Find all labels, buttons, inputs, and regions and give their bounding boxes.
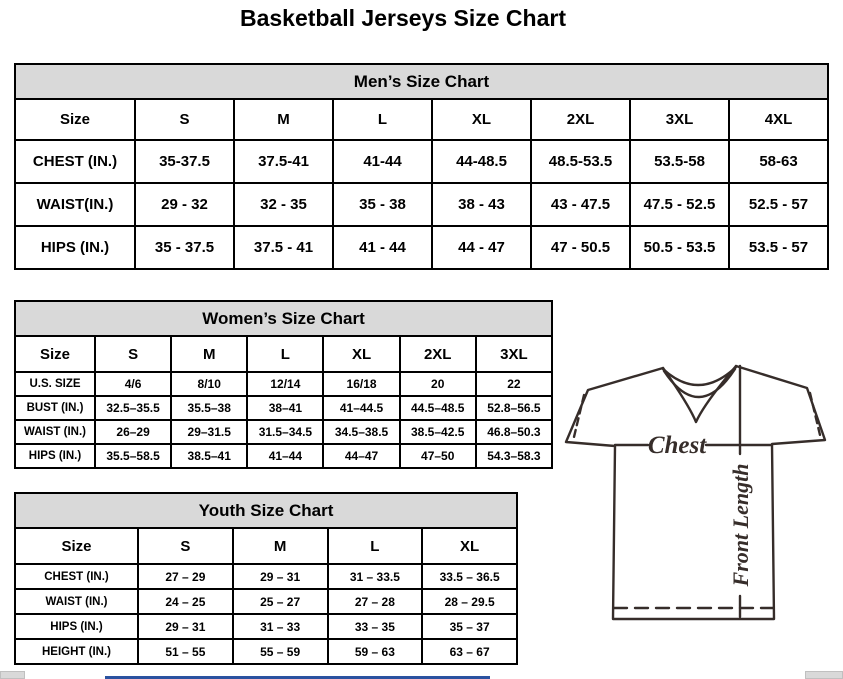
- table-cell: 38–41: [247, 396, 323, 420]
- chest-label: Chest: [647, 432, 707, 459]
- column-header: M: [233, 528, 328, 564]
- table-cell: 31.5–34.5: [247, 420, 323, 444]
- jersey-outline-icon: [556, 356, 840, 632]
- table-cell: 44 - 47: [432, 226, 531, 269]
- row-label: HEIGHT (IN.): [15, 639, 138, 664]
- table-cell: 41-44: [333, 140, 432, 183]
- column-header: S: [135, 99, 234, 140]
- row-label: WAIST (IN.): [15, 589, 138, 614]
- table-cell: 26–29: [95, 420, 171, 444]
- table-cell: 52.5 - 57: [729, 183, 828, 226]
- table-cell: 38 - 43: [432, 183, 531, 226]
- row-label: WAIST(IN.): [15, 183, 135, 226]
- table-cell: 35 - 38: [333, 183, 432, 226]
- table-cell: 35.5–58.5: [95, 444, 171, 468]
- table-cell: 63 – 67: [422, 639, 517, 664]
- table-cell: 12/14: [247, 372, 323, 396]
- scrollbar-right-arrow[interactable]: [805, 671, 843, 679]
- table-cell: 58-63: [729, 140, 828, 183]
- column-header: S: [95, 336, 171, 372]
- size-header: Size: [15, 528, 138, 564]
- column-header: M: [234, 99, 333, 140]
- column-header: M: [171, 336, 247, 372]
- youth-size-table: [14, 492, 518, 665]
- scrollbar-left-arrow[interactable]: [0, 671, 25, 679]
- table-cell: 35 – 37: [422, 614, 517, 639]
- table-cell: 46.8–50.3: [476, 420, 552, 444]
- table-title: Youth Size Chart: [15, 493, 517, 528]
- table-cell: 22: [476, 372, 552, 396]
- table-cell: 54.3–58.3: [476, 444, 552, 468]
- table-cell: 32.5–35.5: [95, 396, 171, 420]
- column-header: 3XL: [630, 99, 729, 140]
- table-cell: 29 – 31: [138, 614, 233, 639]
- table-cell: 41–44: [247, 444, 323, 468]
- table-cell: 27 – 28: [328, 589, 423, 614]
- table-cell: 52.8–56.5: [476, 396, 552, 420]
- table-cell: 44.5–48.5: [400, 396, 476, 420]
- table-cell: 35.5–38: [171, 396, 247, 420]
- table-cell: 43 - 47.5: [531, 183, 630, 226]
- table-cell: 38.5–41: [171, 444, 247, 468]
- jersey-diagram: [556, 356, 840, 632]
- table-cell: 44–47: [323, 444, 399, 468]
- womens-size-table: [14, 300, 553, 469]
- row-label: BUST (IN.): [15, 396, 95, 420]
- table-cell: 25 – 27: [233, 589, 328, 614]
- table-title: Men’s Size Chart: [15, 64, 828, 99]
- table-cell: 55 – 59: [233, 639, 328, 664]
- table-cell: 41 - 44: [333, 226, 432, 269]
- table-cell: 53.5 - 57: [729, 226, 828, 269]
- row-label: HIPS (IN.): [15, 226, 135, 269]
- table-cell: 29 - 32: [135, 183, 234, 226]
- column-header: 2XL: [531, 99, 630, 140]
- table-cell: 35-37.5: [135, 140, 234, 183]
- column-header: 2XL: [400, 336, 476, 372]
- table-cell: 47.5 - 52.5: [630, 183, 729, 226]
- column-header: L: [247, 336, 323, 372]
- table-cell: 48.5-53.5: [531, 140, 630, 183]
- table-cell: 8/10: [171, 372, 247, 396]
- column-header: L: [328, 528, 423, 564]
- table-cell: 27 – 29: [138, 564, 233, 589]
- table-cell: 38.5–42.5: [400, 420, 476, 444]
- row-label: CHEST (IN.): [15, 564, 138, 589]
- column-header: 4XL: [729, 99, 828, 140]
- table-cell: 50.5 - 53.5: [630, 226, 729, 269]
- row-label: CHEST (IN.): [15, 140, 135, 183]
- table-cell: 29 – 31: [233, 564, 328, 589]
- row-label: HIPS (IN.): [15, 614, 138, 639]
- table-cell: 4/6: [95, 372, 171, 396]
- front-length-label: Front Length: [728, 463, 753, 587]
- table-cell: 53.5-58: [630, 140, 729, 183]
- row-label: HIPS (IN.): [15, 444, 95, 468]
- table-cell: 16/18: [323, 372, 399, 396]
- column-header: XL: [432, 99, 531, 140]
- row-label: U.S. SIZE: [15, 372, 95, 396]
- page-title: Basketball Jerseys Size Chart: [239, 5, 566, 31]
- table-cell: 44-48.5: [432, 140, 531, 183]
- column-header: S: [138, 528, 233, 564]
- table-title: Women’s Size Chart: [15, 301, 552, 336]
- table-cell: 47–50: [400, 444, 476, 468]
- table-cell: 29–31.5: [171, 420, 247, 444]
- table-cell: 37.5-41: [234, 140, 333, 183]
- table-cell: 41–44.5: [323, 396, 399, 420]
- mens-size-table: [14, 63, 829, 270]
- size-header: Size: [15, 99, 135, 140]
- table-cell: 33 – 35: [328, 614, 423, 639]
- column-header: 3XL: [476, 336, 552, 372]
- table-cell: 32 - 35: [234, 183, 333, 226]
- table-cell: 47 - 50.5: [531, 226, 630, 269]
- table-cell: 28 – 29.5: [422, 589, 517, 614]
- table-cell: 24 – 25: [138, 589, 233, 614]
- table-cell: 51 – 55: [138, 639, 233, 664]
- table-cell: 59 – 63: [328, 639, 423, 664]
- size-header: Size: [15, 336, 95, 372]
- table-cell: 31 – 33: [233, 614, 328, 639]
- table-cell: 37.5 - 41: [234, 226, 333, 269]
- column-header: XL: [422, 528, 517, 564]
- table-cell: 35 - 37.5: [135, 226, 234, 269]
- table-cell: 20: [400, 372, 476, 396]
- row-label: WAIST (IN.): [15, 420, 95, 444]
- table-cell: 31 – 33.5: [328, 564, 423, 589]
- column-header: L: [333, 99, 432, 140]
- table-cell: 34.5–38.5: [323, 420, 399, 444]
- table-cell: 33.5 – 36.5: [422, 564, 517, 589]
- column-header: XL: [323, 336, 399, 372]
